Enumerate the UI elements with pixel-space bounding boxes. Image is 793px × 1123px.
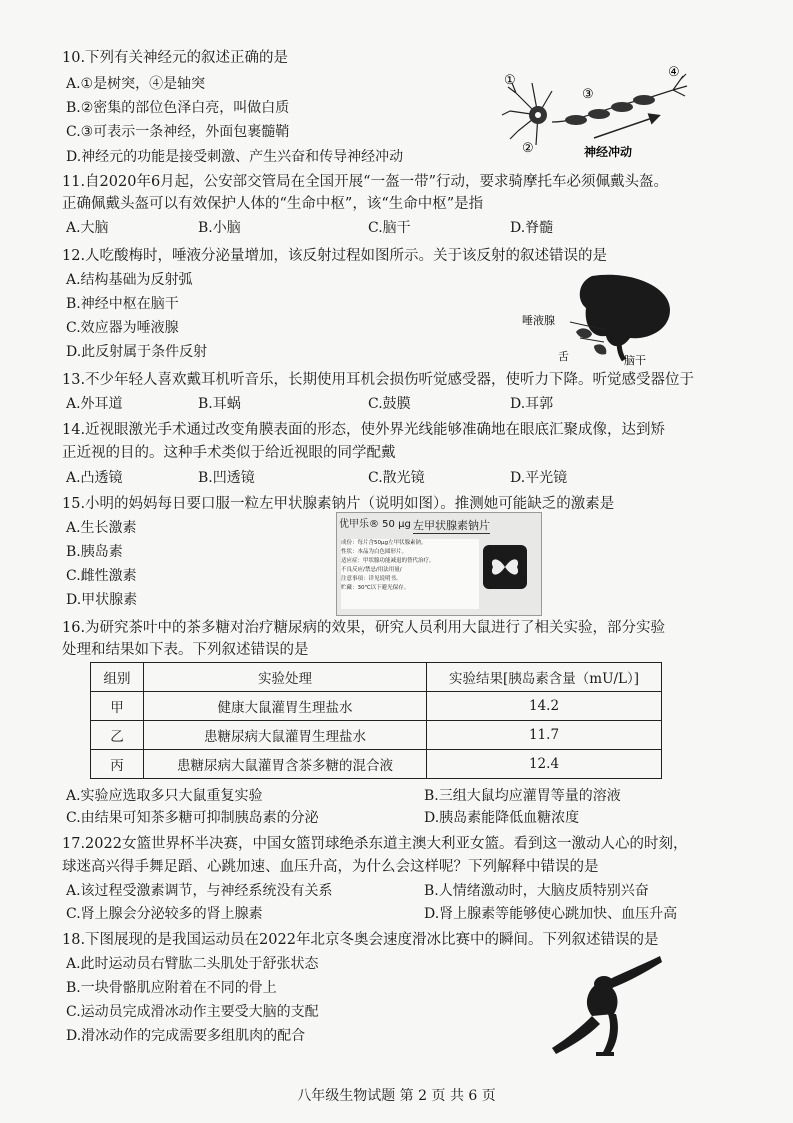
experiment-table bbox=[90, 662, 662, 779]
q16-option-b: B.三组大鼠均应灌胃等量的溶液 bbox=[424, 788, 621, 804]
q15-option-d: D.甲状腺素 bbox=[66, 592, 138, 608]
q16-option-c: C.由结果可知茶多糖可抑制胰岛素的分泌 bbox=[66, 810, 319, 826]
q17-stem-line1: 17.2022女篮世界杯半决赛，中国女篮罚球绝杀东道主澳大利亚女篮。看到这一激动人心的时刻， bbox=[62, 836, 688, 852]
q17-option-d: D.肾上腺素等能够使心跳加快、血压升高 bbox=[424, 906, 678, 922]
q17-stem-line2: 球迷高兴得手舞足蹈、心跳加速、血压升高，为什么会这样呢？下列解释中错误的是 bbox=[62, 859, 599, 875]
q17-option-c: C.肾上腺会分泌较多的肾上腺素 bbox=[66, 906, 263, 922]
medicine-line: 性状：本品为白色圆形片。 bbox=[341, 549, 408, 555]
q12-option-d: D.此反射属于条件反射 bbox=[66, 344, 208, 360]
cell-treatment: 患糖尿病大鼠灌胃生理盐水 bbox=[144, 721, 427, 750]
q18-stem: 18.下图展现的是我国运动员在2022年北京冬奥会速度滑冰比赛中的瞬间。下列叙述错误的是 bbox=[62, 932, 659, 948]
q10-stem: 10.下列有关神经元的叙述正确的是 bbox=[62, 50, 289, 66]
q12-stem: 12.人吃酸梅时，唾液分泌量增加，该反射过程如图所示。关于该反射的叙述错误的是 bbox=[62, 248, 608, 264]
q11-stem-line2: 正确佩戴头盔可以有效保护人体的“生命中枢”，该“生命中枢”是指 bbox=[62, 196, 484, 212]
label-tongue: 舌 bbox=[558, 350, 569, 363]
cell-treatment: 健康大鼠灌胃生理盐水 bbox=[144, 692, 427, 721]
label-brainstem: 脑干 bbox=[624, 354, 646, 367]
q13-option-c: C.鼓膜 bbox=[368, 396, 411, 412]
q15-option-c: C.雌性激素 bbox=[66, 568, 137, 584]
q12-option-b: B.神经中枢在脑干 bbox=[66, 296, 179, 312]
cell-group: 乙 bbox=[91, 721, 144, 750]
q11-option-b: B.小脑 bbox=[198, 220, 241, 236]
neuron-label-1: ① bbox=[504, 73, 516, 88]
neuron-label-3: ③ bbox=[582, 87, 594, 102]
header-result: 实验结果[胰岛素含量（mU/L）] bbox=[427, 663, 662, 692]
medicine-line: 贮藏：30℃以下避光保存。 bbox=[341, 585, 410, 591]
cell-group: 甲 bbox=[91, 692, 144, 721]
q15-option-b: B.胰岛素 bbox=[66, 544, 123, 560]
q13-stem: 13.不少年轻人喜欢戴耳机听音乐，长期使用耳机会损伤听觉感受器，使听力下降。听觉感受器位于 bbox=[62, 372, 695, 388]
q13-option-a: A.外耳道 bbox=[66, 396, 123, 412]
butterfly-logo bbox=[483, 545, 527, 589]
q18-option-c: C.运动员完成滑冰动作主要受大脑的支配 bbox=[66, 1004, 319, 1020]
q10-option-a: A.①是树突，④是轴突 bbox=[66, 76, 206, 92]
q13-option-b: B.耳蜗 bbox=[198, 396, 241, 412]
q17-option-b: B.人情绪激动时，大脑皮质特别兴奋 bbox=[424, 883, 649, 899]
medicine-line: 不良反应/禁忌/用法用量/ bbox=[341, 567, 402, 573]
table-row bbox=[91, 721, 662, 750]
table-header-row bbox=[91, 663, 662, 692]
neuron-label-4: ④ bbox=[668, 65, 680, 80]
q14-option-a: A.凸透镜 bbox=[66, 470, 123, 486]
q14-stem-line1: 14.近视眼激光手术通过改变角膜表面的形态，使外界光线能够准确地在眼底汇聚成像，达到矫 bbox=[62, 422, 666, 438]
q16-stem-line1: 16.为研究茶叶中的茶多糖对治疗糖尿病的效果，研究人员利用大鼠进行了相关实验，部分实验 bbox=[62, 620, 666, 636]
medicine-label bbox=[336, 512, 542, 616]
medicine-line: 成份：每片含50μg左甲状腺素钠。 bbox=[341, 540, 427, 546]
speed-skater-figure bbox=[536, 944, 676, 1062]
page-footer: 八年级生物试题 第 2 页 共 6 页 bbox=[297, 1088, 496, 1104]
medicine-line: 适应症：甲状腺功能减退的替代治疗。 bbox=[341, 558, 435, 564]
neuron-caption: 神经冲动 bbox=[584, 145, 633, 159]
q11-option-d: D.脊髓 bbox=[510, 220, 554, 236]
medicine-title: 左甲状腺素钠片 bbox=[413, 519, 490, 532]
q12-option-c: C.效应器为唾液腺 bbox=[66, 320, 179, 336]
cell-treatment: 患糖尿病大鼠灌胃含茶多糖的混合液 bbox=[144, 750, 427, 779]
neuron-label-2: ② bbox=[522, 141, 534, 156]
cell-group: 丙 bbox=[91, 750, 144, 779]
cell-result: 12.4 bbox=[427, 750, 662, 779]
q11-option-a: A.大脑 bbox=[66, 220, 109, 236]
q10-option-c: C.③可表示一条神经，外面包裹髓鞘 bbox=[66, 124, 290, 140]
label-salivary-gland: 唾液腺 bbox=[522, 314, 555, 327]
q18-option-b: B.一块骨骼肌应附着在不同的骨上 bbox=[66, 980, 277, 996]
q15-stem: 15.小明的妈妈每日要口服一粒左甲状腺素钠片（说明如图）。推测她可能缺乏的激素是 bbox=[62, 496, 615, 512]
table-row bbox=[91, 750, 662, 779]
q14-option-d: D.平光镜 bbox=[510, 470, 568, 486]
table-row bbox=[91, 692, 662, 721]
q10-option-d: D.神经元的功能是接受刺激、产生兴奋和传导神经冲动 bbox=[66, 149, 404, 165]
reflex-figure bbox=[520, 268, 690, 368]
q17-option-a: A.该过程受激素调节，与神经系统没有关系 bbox=[66, 883, 333, 899]
cell-result: 11.7 bbox=[427, 721, 662, 750]
q16-option-a: A.实验应选取多只大鼠重复实验 bbox=[66, 788, 263, 804]
medicine-instructions bbox=[341, 539, 479, 609]
q11-stem-line1: 11.自2020年6月起，公安部交管局在全国开展“一盔一带”行动，要求骑摩托车必须佩戴头盔。 bbox=[62, 174, 669, 190]
q10-option-b: B.②密集的部位色泽白亮，叫做白质 bbox=[66, 100, 290, 116]
cell-result: 14.2 bbox=[427, 692, 662, 721]
q18-option-a: A.此时运动员右臂肱二头肌处于舒张状态 bbox=[66, 956, 319, 972]
q16-option-d: D.胰岛素能降低血糖浓度 bbox=[424, 810, 580, 826]
q18-option-d: D.滑冰动作的完成需要多组肌肉的配合 bbox=[66, 1028, 306, 1044]
q11-option-c: C.脑干 bbox=[368, 220, 411, 236]
q16-stem-line2: 处理和结果如下表。下列叙述错误的是 bbox=[62, 642, 309, 658]
header-group: 组别 bbox=[91, 663, 144, 692]
q14-option-c: C.散光镜 bbox=[368, 470, 425, 486]
q13-option-d: D.耳郭 bbox=[510, 396, 554, 412]
q15-option-a: A.生长激素 bbox=[66, 520, 137, 536]
neuron-figure bbox=[498, 60, 698, 160]
q14-option-b: B.凹透镜 bbox=[198, 470, 255, 486]
medicine-line: 注意事项：详见说明书。 bbox=[341, 576, 402, 582]
q14-stem-line2: 正近视的目的。这种手术类似于给近视眼的同学配戴 bbox=[62, 445, 396, 461]
q12-option-a: A.结构基础为反射弧 bbox=[66, 272, 193, 288]
header-treatment: 实验处理 bbox=[144, 663, 427, 692]
medicine-brand: 优甲乐® 50 μg bbox=[339, 519, 411, 530]
